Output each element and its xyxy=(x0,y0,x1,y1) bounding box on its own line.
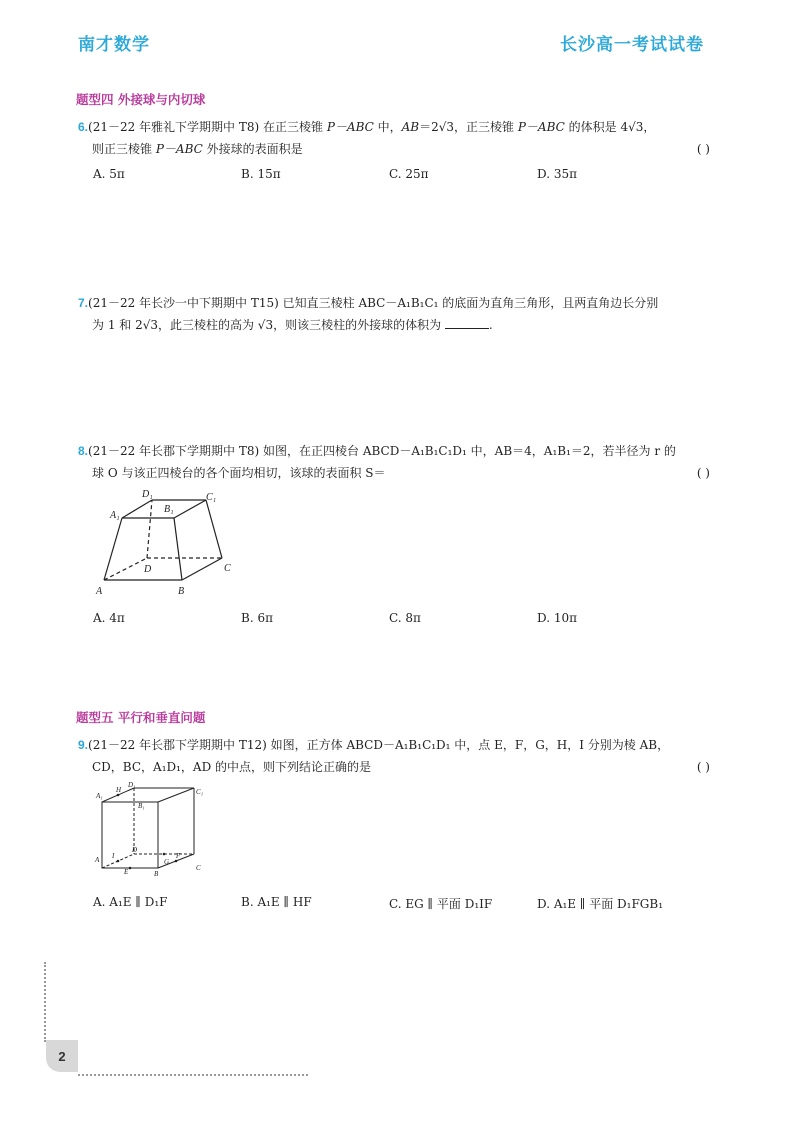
option-b[interactable]: B. 15π xyxy=(241,167,281,181)
question-8 xyxy=(78,440,710,484)
text: 中， xyxy=(373,120,402,134)
dotted-border-vertical xyxy=(44,962,46,1042)
question-9-line-2 xyxy=(78,756,710,778)
text: P－ABC xyxy=(517,120,565,134)
section-title-4: 题型四 外接球与内切球 xyxy=(76,92,206,107)
question-7 xyxy=(78,292,710,336)
option-d[interactable]: D. A₁E ∥ 平面 D₁FGB₁ xyxy=(537,897,664,911)
text: . xyxy=(488,318,493,332)
label-g: G xyxy=(164,858,170,866)
label-f: F xyxy=(176,852,181,860)
option-a[interactable]: A. A₁E ∥ D₁F xyxy=(93,895,168,909)
text: (21－22 年长郡下学期期中 T12) 如图，正方体 ABCD－A₁B₁C₁D₁ 中，点 E，F，G，H，I 分别为棱 AB， xyxy=(88,738,670,752)
option-d[interactable]: D. 35π xyxy=(537,167,577,181)
option-b[interactable]: B. A₁E ∥ HF xyxy=(241,895,312,909)
text: ＝2√3，正三棱锥 xyxy=(419,120,518,134)
label-b: B xyxy=(154,870,159,878)
label-h: H xyxy=(116,786,122,794)
text: 外接球的表面积是 xyxy=(202,142,303,156)
question-number: 7. xyxy=(78,296,89,310)
text: 球 O 与该正四棱台的各个面均相切，该球的表面积 S＝ xyxy=(92,466,386,480)
label-b: B xyxy=(178,586,185,597)
label-d1: D₁ xyxy=(128,782,136,789)
text: CD，BC，A₁D₁，AD 的中点，则下列结论正确的是 xyxy=(92,760,372,774)
question-6-line-2 xyxy=(78,138,710,160)
question-9-line-1 xyxy=(78,734,710,756)
label-c1: C₁ xyxy=(196,788,204,796)
text: (21－22 年长郡下学期期中 T8) 如图，在正四棱台 ABCD－A₁B₁C₁D₁ 中，AB＝4，A₁B₁＝2，若半径为 r 的 xyxy=(88,444,676,458)
question-7-line-1 xyxy=(78,292,710,314)
label-c: C xyxy=(224,563,231,574)
label-a1: A₁ xyxy=(96,792,103,800)
text: (21－22 年长沙一中下期期中 T15) 已知直三棱柱 ABC－A₁B₁C₁ 的底面为直角三角形，且两直角边长分别 xyxy=(88,296,659,310)
question-7-line-2 xyxy=(78,314,710,336)
text: AB xyxy=(401,120,420,134)
label-c1: C₁ xyxy=(206,492,217,503)
option-c[interactable]: C. 8π xyxy=(389,611,421,625)
dotted-border-horizontal xyxy=(78,1074,308,1076)
text: 则正三棱锥 xyxy=(92,142,156,156)
option-b[interactable]: B. 6π xyxy=(241,611,273,625)
question-6-line-1 xyxy=(78,116,710,138)
label-i: I xyxy=(112,852,115,860)
label-b1: B₁ xyxy=(138,802,145,810)
text: P－ABC xyxy=(326,120,374,134)
question-number: 9. xyxy=(78,738,89,752)
section-title-5: 题型五 平行和垂直问题 xyxy=(76,710,206,725)
option-c[interactable]: C. 25π xyxy=(389,167,429,181)
header-right-title: 长沙高一考试试卷 xyxy=(560,35,704,55)
answer-parentheses: ( ) xyxy=(696,760,710,774)
answer-parentheses: ( ) xyxy=(696,142,710,156)
option-a[interactable]: A. 4π xyxy=(93,611,125,625)
question-8-line-2 xyxy=(78,462,710,484)
option-c[interactable]: C. EG ∥ 平面 D₁IF xyxy=(389,897,493,911)
frustum-figure xyxy=(92,488,242,600)
question-9 xyxy=(78,734,710,778)
label-a1: A₁ xyxy=(110,510,120,521)
question-number: 6. xyxy=(78,120,89,134)
answer-parentheses: ( ) xyxy=(696,466,710,480)
option-a[interactable]: A. 5π xyxy=(93,167,125,181)
label-d1: D₁ xyxy=(142,489,153,500)
label-d: D xyxy=(144,564,152,575)
label-d: D xyxy=(132,846,138,854)
answer-blank[interactable] xyxy=(445,316,489,329)
label-a: A xyxy=(95,856,100,864)
question-6 xyxy=(78,116,710,160)
text: 为 1 和 2√3，此三棱柱的高为 √3，则该三棱柱的外接球的体积为 xyxy=(92,318,445,332)
label-a: A xyxy=(96,586,103,597)
label-c: C xyxy=(196,864,201,872)
question-number: 8. xyxy=(78,444,89,458)
question-8-line-1 xyxy=(78,440,710,462)
cube-figure xyxy=(94,782,214,878)
header-left-title: 南才数学 xyxy=(78,35,150,55)
page-number: 2 xyxy=(46,1040,78,1072)
text: 的体积是 4√3， xyxy=(564,120,656,134)
text: P－ABC xyxy=(155,142,203,156)
option-d[interactable]: D. 10π xyxy=(537,611,577,625)
label-e: E xyxy=(124,868,129,876)
text: (21－22 年雅礼下学期期中 T8) 在正三棱锥 xyxy=(88,120,327,134)
label-b1: B₁ xyxy=(164,504,174,515)
